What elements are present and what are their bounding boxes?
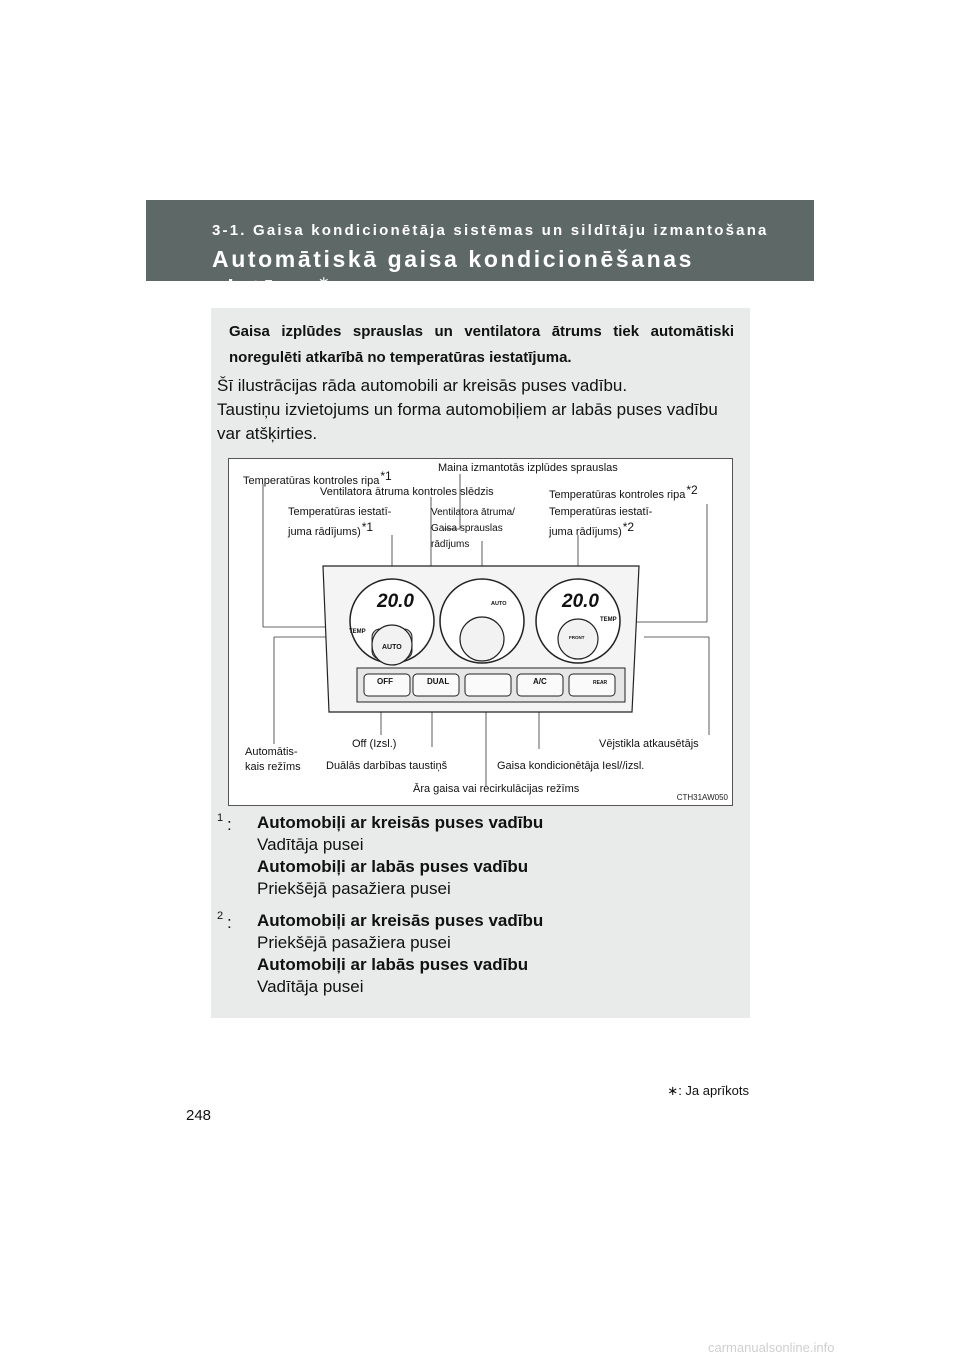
page-title [212,246,814,302]
auto-button[interactable]: AUTO [382,644,402,651]
label-vents: Maina izmantotās izplūdes sprauslas [438,462,618,474]
note-2-number: 2 [217,910,224,922]
label-temp-dial-right-text: Temperatūras kontroles ripa [549,489,686,501]
label-temp-display-right-mark: *2 [622,520,635,534]
page-number: 248 [186,1107,212,1124]
right-temp-label: TEMP [600,617,617,623]
note-2-colon: : [227,913,232,932]
label-fan-display [431,505,515,553]
intro-line-2: Taustiņu izvietojums un forma automobiļiem ar labās puses vadību var atšķirties. [217,400,718,443]
label-temp-display-right-line-2 [549,520,652,540]
label-temp-display-left-line-2-text: juma rādījums) [288,526,361,538]
label-fan-display-line-2: Gaisa sprauslas [431,523,503,534]
label-fan-display-line-3: rādījums [431,539,470,550]
intro-summary [229,319,734,371]
right-temp-display: 20.0 [562,591,599,612]
ac-control-unit [323,566,639,712]
label-temp-dial-left-mark: *1 [380,469,392,483]
left-temp-label: TEMP [349,629,366,635]
section-header [146,200,814,301]
equipment-mark: ∗ [317,273,333,289]
label-fan-display-line-1: Ventilatora ātruma/ [431,507,515,518]
dual-button[interactable]: DUAL [427,677,450,686]
label-recirc: Āra gaisa vai recirkulācijas režīms [413,783,580,795]
note-2-line-1: Automobiļi ar kreisās puses vadību [257,911,544,930]
label-temp-display-right-line-2-text: juma rādījums) [549,526,622,538]
label-dual: Duālās darbības taustiņš [326,760,448,772]
label-temp-display-right-line-1: Temperatūras iestatī- [549,506,653,518]
figure-code: CTH31AW050 [676,793,728,802]
note-2-lines [257,910,737,998]
intro-line-1: Šī ilustrācijas rāda automobili ar kreisās puses vadību. [217,376,628,395]
note-1-line-4: Priekšējā pasažiera pusei [257,879,451,898]
ac-button[interactable]: A/C [533,677,547,686]
front-defroster-button[interactable]: FRONT [569,635,585,640]
left-temp-display: 20.0 [377,591,414,612]
label-auto-mode-line-2: kais režīms [245,761,301,773]
label-fan-switch: Ventilatora ātruma kontroles slēdzis [320,486,494,498]
note-1 [217,812,737,900]
section-title: 3-1. Gaisa kondicionētāja sistēmas un sildītāju izmantošana [212,222,769,239]
footnote: ∗: Ja aprīkots [667,1083,749,1098]
intro-summary-text: Gaisa izplūdes sprauslas un ventilatora ātrums tiek automātiski noregulēti atkarībā no temperatūras iestatījuma. [229,323,734,366]
note-1-colon: : [227,815,232,834]
label-temp-dial-left-text: Temperatūras kontroles ripa [243,475,380,487]
label-temp-display-left-line-1: Temperatūras iestatī- [288,506,392,518]
label-off: Off (Izsl.) [352,738,397,750]
label-temp-display-right [549,505,652,540]
fan-auto-label: AUTO [491,601,507,607]
note-1-line-1: Automobiļi ar kreisās puses vadību [257,813,544,832]
note-2-line-3: Automobiļi ar labās puses vadību [257,955,529,974]
off-button[interactable]: OFF [377,677,393,686]
note-1-lines [257,812,737,900]
label-auto-mode-line-1: Automātis- [245,746,298,758]
label-ac: Gaisa kondicionētāja Iesl//izsl. [497,760,645,772]
label-temp-display-left [288,505,391,540]
note-1-line-2: Vadītāja pusei [257,835,364,854]
note-2 [217,910,737,998]
notes [217,812,737,1008]
label-temp-dial-right [549,483,698,503]
label-temp-display-left-line-2 [288,520,391,540]
content-panel [211,308,750,1018]
note-2-line-4: Vadītāja pusei [257,977,364,996]
label-auto-mode [245,745,301,775]
label-temp-display-left-mark: *1 [361,520,374,534]
label-defogger: Vējstikla atkausētājs [599,738,699,750]
note-1-line-3: Automobiļi ar labās puses vadību [257,857,529,876]
rear-defogger-button[interactable]: REAR [593,680,608,686]
label-temp-dial-right-mark: *2 [686,483,698,497]
page-title-text: Automātiskā gaisa kondicionēšanas sistēma [212,246,695,301]
control-panel-figure [228,458,733,806]
intro-text [217,374,737,446]
note-2-line-2: Priekšējā pasažiera pusei [257,933,451,952]
watermark: carmanualsonline.info [708,1340,835,1355]
note-1-number: 1 [217,812,224,824]
